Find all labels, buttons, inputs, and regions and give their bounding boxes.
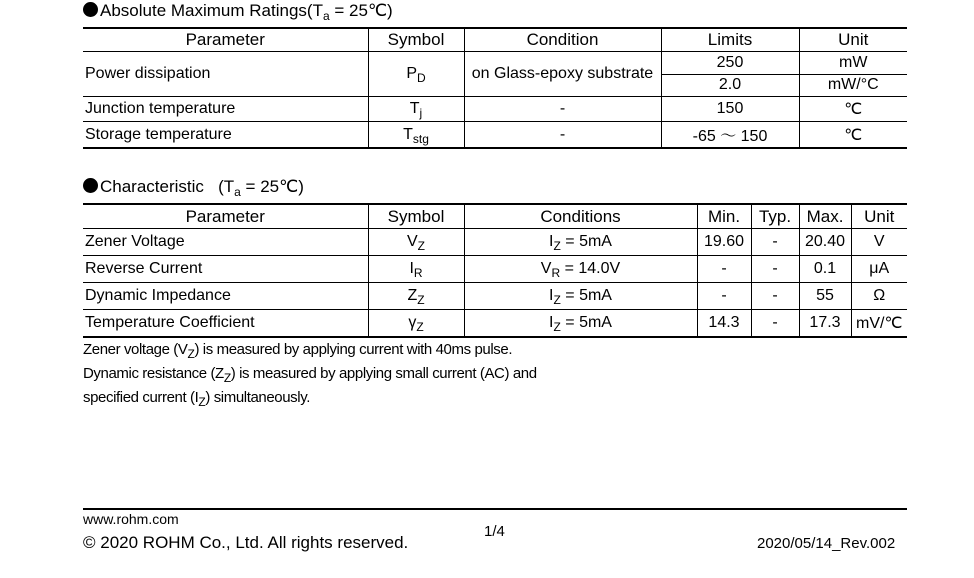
condition-cell: $I_Z = 5mA$ xyxy=(464,283,697,310)
col-header-limits: Limits xyxy=(661,28,799,52)
col-header-condition: Condition xyxy=(464,28,661,52)
condition-cell: $I_Z = 5mA$ xyxy=(464,229,697,256)
typ-cell: - xyxy=(751,229,799,256)
unit-cell: ℃ xyxy=(799,97,907,122)
footer-url[interactable]: www.rohm.com xyxy=(83,511,179,527)
min-cell: - xyxy=(697,256,751,283)
param-cell: Junction temperature xyxy=(83,97,368,122)
max-cell: 0.1 xyxy=(799,256,851,283)
typ-cell: - xyxy=(751,256,799,283)
col-header-symbol: Symbol xyxy=(368,28,464,52)
table-row xyxy=(83,122,907,149)
revision-label: 2020/05/14_Rev.002 xyxy=(757,535,896,552)
param-cell: Reverse Current xyxy=(83,256,368,283)
col-header-parameter: Parameter xyxy=(83,28,368,52)
abs-max-title xyxy=(83,1,393,21)
col-header-conditions: Conditions xyxy=(464,204,697,229)
unit-cell: Ω xyxy=(851,283,907,310)
col-header-max: Max. xyxy=(799,204,851,229)
limit-cell: 250 xyxy=(661,52,799,75)
param-cell: Temperature Coefficient xyxy=(83,310,368,338)
table-row xyxy=(83,310,907,338)
bullet-icon xyxy=(83,2,98,17)
min-cell: - xyxy=(697,283,751,310)
unit-cell: V xyxy=(851,229,907,256)
col-header-symbol: Symbol xyxy=(368,204,464,229)
note-line: Dynamic resistance $(Z_Z)$ is measured by applying small current (AC) and xyxy=(83,365,537,385)
symbol-cell: $Z_Z$ xyxy=(368,283,464,310)
col-header-typ: Typ. xyxy=(751,204,799,229)
col-header-parameter: Parameter xyxy=(83,204,368,229)
typ-cell: - xyxy=(751,310,799,338)
max-cell: 17.3 xyxy=(799,310,851,338)
typ-cell: - xyxy=(751,283,799,310)
unit-cell: mW/°C xyxy=(799,74,907,97)
abs-max-table xyxy=(83,27,907,149)
unit-cell: μA xyxy=(851,256,907,283)
note-line: Zener voltage $(V_Z)$ is measured by applying current with 40ms pulse. xyxy=(83,341,513,361)
unit-cell: ℃ xyxy=(799,122,907,149)
table-row xyxy=(83,97,907,122)
footer-divider xyxy=(83,508,907,510)
characteristic-title xyxy=(83,177,304,197)
page-number: 1/4 xyxy=(484,523,505,540)
unit-cell: mW xyxy=(799,52,907,75)
symbol-cell: $T_{stg}$ xyxy=(368,122,464,149)
max-cell: 20.40 xyxy=(799,229,851,256)
char-title-cond: ($T_a$ = 25℃) xyxy=(218,177,304,199)
condition-cell: on Glass-epoxy substrate xyxy=(464,52,661,97)
abs-title-cond: ($T_a$ = 25℃) xyxy=(306,1,393,23)
symbol-cell: $V_Z$ xyxy=(368,229,464,256)
abs-title-text: Absolute Maximum Ratings xyxy=(100,1,307,20)
condition-cell: - xyxy=(464,97,661,122)
limit-cell: 2.0 xyxy=(661,74,799,97)
table-row xyxy=(83,229,907,256)
symbol-cell: $P_D$ xyxy=(368,52,464,97)
limit-cell: 150 xyxy=(661,97,799,122)
col-header-unit: Unit xyxy=(799,28,907,52)
symbol-cell: $\gamma_Z$ xyxy=(368,310,464,338)
note-line: specified current $(I_Z)$ simultaneously. xyxy=(83,389,310,409)
min-cell: 19.60 xyxy=(697,229,751,256)
table-row xyxy=(83,52,907,75)
table-row xyxy=(83,283,907,310)
min-cell: 14.3 xyxy=(697,310,751,338)
char-title-text: Characteristic xyxy=(100,177,204,196)
condition-cell: - xyxy=(464,122,661,149)
param-cell: Zener Voltage xyxy=(83,229,368,256)
bullet-icon xyxy=(83,178,98,193)
symbol-cell: $T_j$ xyxy=(368,97,464,122)
col-header-min: Min. xyxy=(697,204,751,229)
characteristic-table xyxy=(83,203,907,338)
param-cell: Power dissipation xyxy=(83,52,368,97)
limit-cell: -65 ～ 150 xyxy=(661,122,799,149)
param-cell: Storage temperature xyxy=(83,122,368,149)
param-cell: Dynamic Impedance xyxy=(83,283,368,310)
condition-cell: $I_Z = 5mA$ xyxy=(464,310,697,338)
table-row xyxy=(83,256,907,283)
max-cell: 55 xyxy=(799,283,851,310)
condition-cell: $V_R = 14.0V$ xyxy=(464,256,697,283)
unit-cell: mV/℃ xyxy=(851,310,907,338)
footer-copyright: © 2020 ROHM Co., Ltd. All rights reserved. xyxy=(83,533,409,552)
symbol-cell: $I_R$ xyxy=(368,256,464,283)
col-header-unit: Unit xyxy=(851,204,907,229)
notes xyxy=(83,338,537,410)
